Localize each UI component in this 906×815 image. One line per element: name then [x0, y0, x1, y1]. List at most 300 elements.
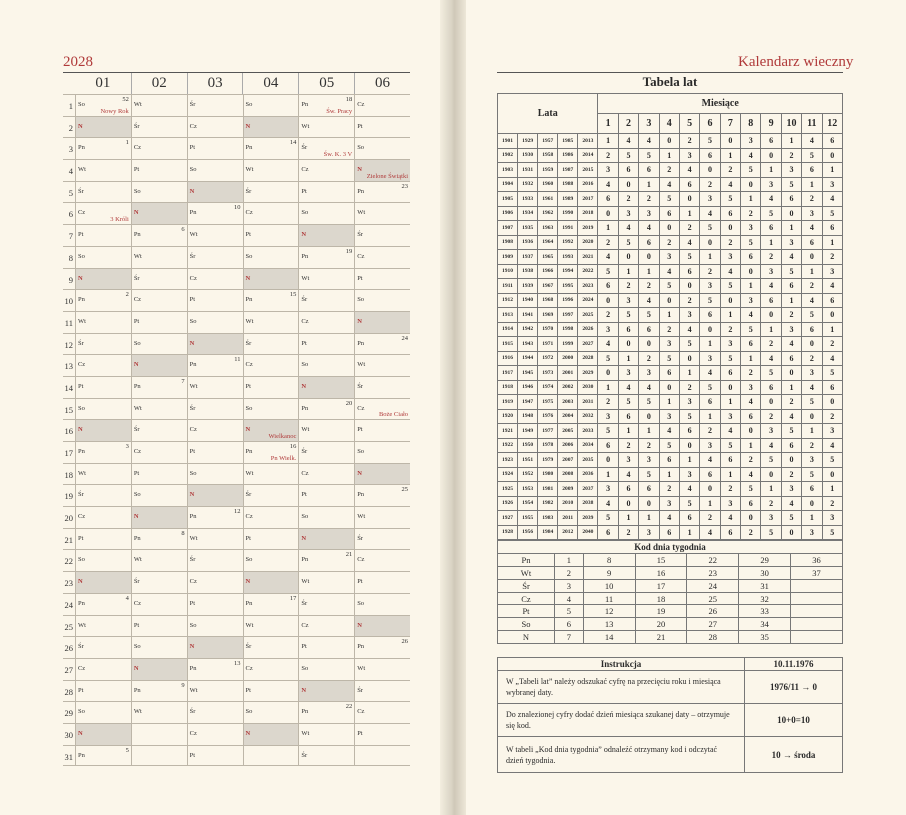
- code-cell: 0: [618, 250, 638, 265]
- calendar-cell: [354, 659, 410, 680]
- calendar-row: [63, 116, 410, 138]
- code-cell: 4: [618, 134, 638, 149]
- code-cell: 2: [639, 279, 659, 294]
- years-row: [498, 496, 843, 511]
- weekday: Wt: [77, 166, 86, 174]
- kod-value: 16: [635, 566, 687, 579]
- code-cell: 5: [822, 366, 842, 381]
- kod-value: 23: [687, 566, 739, 579]
- calendar-cell: [354, 399, 410, 420]
- weekday: Śr: [77, 643, 84, 651]
- calendar-cell: [243, 529, 299, 550]
- code-cell: 5: [822, 206, 842, 221]
- month-header: 03: [187, 73, 243, 95]
- year-cell: 2007: [558, 453, 578, 468]
- code-cell: 0: [679, 192, 699, 207]
- calendar-cell: [354, 290, 410, 311]
- code-cell: 1: [700, 337, 720, 352]
- code-cell: 6: [639, 482, 659, 497]
- year-cell: 1951: [518, 453, 538, 468]
- code-cell: 0: [659, 221, 679, 236]
- weekday: Wt: [133, 101, 142, 108]
- code-cell: 3: [598, 409, 618, 424]
- kod-value: 10: [583, 579, 635, 592]
- year-cell: 2028: [578, 351, 598, 366]
- calendar-cell: [243, 334, 299, 355]
- calendar-cell: [243, 702, 299, 723]
- kod-value: 8: [583, 553, 635, 566]
- code-cell: 0: [822, 395, 842, 410]
- calendar-cell-sunday: [187, 485, 243, 506]
- code-cell: 2: [781, 148, 801, 163]
- calendar-cell: [131, 550, 187, 571]
- code-cell: 5: [679, 250, 699, 265]
- weekday: So: [245, 101, 253, 108]
- month-header: 06: [354, 73, 410, 95]
- years-row: [498, 409, 843, 424]
- month-column-header: 10: [781, 114, 801, 134]
- calendar-cell: [298, 247, 354, 268]
- code-cell: 4: [741, 395, 761, 410]
- calendar-cell-sunday: [243, 572, 299, 593]
- weekday: N: [357, 317, 362, 325]
- code-cell: 5: [679, 496, 699, 511]
- code-cell: 5: [720, 279, 740, 294]
- code-cell: 3: [618, 453, 638, 468]
- calendar-cell: [131, 616, 187, 637]
- code-cell: 2: [618, 525, 638, 540]
- code-cell: 6: [822, 134, 842, 149]
- calendar-cell: [243, 616, 299, 637]
- calendar-cell-sunday: [131, 659, 187, 680]
- years-row: [498, 206, 843, 221]
- kod-row: [498, 592, 843, 605]
- calendar-cell: [75, 225, 131, 246]
- code-cell: 2: [761, 496, 781, 511]
- weekday: Śr: [77, 187, 84, 195]
- year-cell: 2000: [558, 351, 578, 366]
- calendar-cell: [354, 377, 410, 398]
- calendar-cell-sunday: [354, 464, 410, 485]
- code-cell: 6: [700, 148, 720, 163]
- year-cell: 1949: [518, 424, 538, 439]
- code-cell: 2: [761, 409, 781, 424]
- calendar-cell: [75, 442, 131, 463]
- years-table: [497, 93, 843, 540]
- years-row: [498, 424, 843, 439]
- kod-value: 26: [687, 605, 739, 618]
- day-number: 17: [64, 448, 73, 458]
- calendar-row: [63, 354, 410, 376]
- kod-day-name: N: [498, 631, 555, 644]
- calendar-cell: [298, 724, 354, 745]
- year-cell: 2040: [578, 525, 598, 540]
- calendar-cell: [75, 659, 131, 680]
- calendar-row: [63, 463, 410, 485]
- code-cell: 4: [822, 279, 842, 294]
- code-cell: 2: [741, 525, 761, 540]
- year-cell: 2023: [578, 279, 598, 294]
- weekday: Śr: [301, 599, 308, 607]
- month-column-header: 5: [679, 114, 699, 134]
- calendar-cell: [354, 724, 410, 745]
- calendar-cell: [298, 485, 354, 506]
- years-row: [498, 337, 843, 352]
- code-cell: 6: [802, 235, 822, 250]
- calendar-cell: [131, 225, 187, 246]
- weekday: Cz: [357, 101, 365, 108]
- calendar-cell: [75, 529, 131, 550]
- weekday: Pt: [357, 729, 363, 737]
- calendar-cell: [354, 681, 410, 702]
- code-cell: 1: [598, 380, 618, 395]
- calendar-row: [63, 268, 410, 290]
- code-cell: 1: [679, 453, 699, 468]
- kod-value: 24: [687, 579, 739, 592]
- weekday: So: [77, 404, 85, 412]
- code-cell: 6: [598, 279, 618, 294]
- code-cell: 6: [659, 366, 679, 381]
- day-number: 6: [68, 209, 73, 220]
- month-column-header: 1: [598, 114, 618, 134]
- calendar-cell: [354, 138, 410, 159]
- weekday: So: [133, 643, 141, 651]
- weekday: So: [189, 317, 197, 325]
- code-cell: 6: [700, 395, 720, 410]
- years-row: [498, 395, 843, 410]
- weekday: So: [301, 361, 309, 369]
- code-cell: 0: [639, 409, 659, 424]
- calendar-cell: [131, 529, 187, 550]
- year-cell: 2018: [578, 206, 598, 221]
- year-cell: 2033: [578, 424, 598, 439]
- weekday: N: [301, 534, 307, 542]
- year-cell: 1924: [498, 467, 518, 482]
- months-header: [75, 73, 410, 95]
- weekday: So: [77, 101, 85, 108]
- code-cell: 2: [802, 351, 822, 366]
- year-cell: 1943: [518, 337, 538, 352]
- years-row: [498, 366, 843, 381]
- calendar-cell: [243, 550, 299, 571]
- calendar-cell: [243, 399, 299, 420]
- week-number: 3: [125, 443, 129, 450]
- calendar-cell: [298, 355, 354, 376]
- code-cell: 1: [639, 424, 659, 439]
- code-cell: 4: [639, 293, 659, 308]
- holiday-label: 3 Króli: [110, 216, 129, 224]
- code-cell: 1: [802, 511, 822, 526]
- code-cell: 2: [679, 380, 699, 395]
- year-cell: 2030: [578, 380, 598, 395]
- code-cell: 0: [598, 206, 618, 221]
- code-cell: 2: [679, 221, 699, 236]
- day-number: 18: [64, 469, 73, 480]
- calendar-cell: [243, 464, 299, 485]
- code-cell: 0: [741, 511, 761, 526]
- code-cell: 2: [761, 337, 781, 352]
- calendar-cell: [243, 95, 299, 116]
- calendar-cell-sunday: [187, 182, 243, 203]
- week-number: 21: [345, 551, 353, 559]
- weekday: Pt: [133, 317, 140, 325]
- weekday: N: [301, 382, 307, 390]
- weekday: Śr: [189, 556, 196, 564]
- weekday: Pn: [133, 534, 141, 542]
- code-cell: 1: [720, 308, 740, 323]
- weekday: Cz: [189, 426, 197, 434]
- calendar-cell: [243, 247, 299, 268]
- calendar-cell-sunday: [187, 637, 243, 658]
- calendar-cell: [298, 399, 354, 420]
- weekday: So: [245, 556, 253, 564]
- month-column-header: 12: [822, 114, 842, 134]
- code-cell: 1: [679, 366, 699, 381]
- year-cell: 1995: [558, 279, 578, 294]
- kod-value: [791, 605, 843, 618]
- holiday-label: Zielone Świątki: [366, 172, 409, 180]
- weekday: Cz: [245, 664, 253, 672]
- code-cell: 6: [802, 322, 822, 337]
- year-cell: 1974: [538, 380, 558, 395]
- kod-day-name: Pn: [498, 553, 555, 566]
- calendar-cell: [187, 269, 243, 290]
- code-cell: 2: [700, 264, 720, 279]
- years-row: [498, 264, 843, 279]
- weekday: N: [77, 729, 83, 737]
- years-row: [498, 525, 843, 540]
- code-cell: 3: [639, 206, 659, 221]
- year-cell: 1966: [538, 264, 558, 279]
- calendar-cell: [243, 355, 299, 376]
- code-cell: 4: [761, 351, 781, 366]
- code-cell: 6: [781, 438, 801, 453]
- calendar-row: [63, 137, 410, 159]
- code-cell: 3: [618, 366, 638, 381]
- code-cell: 6: [618, 482, 638, 497]
- code-cell: 2: [700, 424, 720, 439]
- code-cell: 3: [741, 221, 761, 236]
- code-cell: 3: [598, 163, 618, 178]
- code-cell: 0: [700, 235, 720, 250]
- code-cell: 1: [761, 322, 781, 337]
- code-cell: 2: [781, 308, 801, 323]
- weekday: Pt: [357, 274, 363, 282]
- code-cell: 4: [720, 177, 740, 192]
- code-cell: 3: [618, 293, 638, 308]
- code-cell: 3: [659, 337, 679, 352]
- kod-day-name: Śr: [498, 579, 555, 592]
- weekday: Pn: [133, 231, 141, 239]
- weekday: Cz: [77, 361, 86, 369]
- years-row: [498, 148, 843, 163]
- weekday: Śr: [301, 296, 308, 304]
- calendar-cell: [131, 420, 187, 441]
- weekday: N: [245, 426, 251, 434]
- weekday: N: [133, 209, 139, 217]
- years-row: [498, 511, 843, 526]
- code-cell: 0: [639, 337, 659, 352]
- year-cell: 2026: [578, 322, 598, 337]
- year-cell: 1905: [498, 192, 518, 207]
- code-cell: 5: [741, 235, 761, 250]
- code-cell: 1: [679, 206, 699, 221]
- year-cell: 1944: [518, 351, 538, 366]
- calendar-cell-sunday: [298, 681, 354, 702]
- code-cell: 5: [598, 511, 618, 526]
- kod-row: [498, 553, 843, 566]
- weekday: Śr: [357, 231, 363, 239]
- calendar-cell: [131, 442, 187, 463]
- month-column-header: 11: [802, 114, 822, 134]
- year-cell: 1988: [558, 177, 578, 192]
- weekday: N: [245, 274, 251, 282]
- calendar-row: [63, 484, 410, 506]
- kod-day-name: Cz: [498, 592, 555, 605]
- code-cell: 6: [761, 134, 781, 149]
- code-cell: 1: [700, 409, 720, 424]
- day-number: 1: [68, 101, 73, 111]
- code-cell: 2: [720, 235, 740, 250]
- example-date: 10.11.1976: [745, 658, 843, 671]
- calendar-cell: [75, 334, 131, 355]
- code-cell: 0: [639, 250, 659, 265]
- code-cell: 1: [781, 221, 801, 236]
- instruction-row: [498, 704, 843, 737]
- calendar-cell: [354, 702, 410, 723]
- code-cell: 1: [802, 177, 822, 192]
- calendar-row: [63, 593, 410, 615]
- weekday: Pt: [189, 448, 196, 455]
- calendar-cell: [298, 160, 354, 181]
- code-cell: 3: [720, 337, 740, 352]
- calendar-cell: [75, 616, 131, 637]
- weekday: Śr: [189, 252, 196, 260]
- day-number: 12: [64, 339, 73, 350]
- code-cell: 1: [822, 322, 842, 337]
- calendar-row: [63, 419, 410, 441]
- code-cell: 2: [741, 453, 761, 468]
- calendar-cell-sunday: [298, 377, 354, 398]
- miesiace-header: Miesiące: [598, 94, 843, 114]
- calendar-cell: [187, 138, 243, 159]
- code-cell: 2: [659, 235, 679, 250]
- year-cell: 2003: [558, 395, 578, 410]
- year-cell: 1915: [498, 337, 518, 352]
- calendar-cell: [75, 702, 131, 723]
- calendar-cell: [131, 312, 187, 333]
- weekday: N: [357, 166, 362, 174]
- calendar-cell: [298, 659, 354, 680]
- holiday-label: Wielkanoc: [268, 433, 297, 440]
- kod-value: [791, 579, 843, 592]
- code-cell: 4: [720, 424, 740, 439]
- weekday: Cz: [301, 166, 309, 174]
- weekday: N: [245, 122, 251, 130]
- weekday: Cz: [77, 513, 86, 521]
- calendar-cell: [298, 95, 354, 116]
- calendar-cell: [187, 724, 243, 745]
- weekday: So: [77, 556, 85, 564]
- year-cell: 1957: [538, 134, 558, 149]
- year-cell: 1942: [518, 322, 538, 337]
- year-cell: 2027: [578, 337, 598, 352]
- weekday: So: [301, 664, 309, 672]
- code-cell: 0: [679, 351, 699, 366]
- weekday: Pn: [189, 664, 197, 672]
- code-cell: 6: [639, 163, 659, 178]
- year-cell: 2039: [578, 511, 598, 526]
- code-cell: 3: [659, 496, 679, 511]
- code-cell: 0: [802, 496, 822, 511]
- code-cell: 2: [598, 235, 618, 250]
- code-cell: 4: [781, 250, 801, 265]
- code-cell: 3: [802, 453, 822, 468]
- code-cell: 6: [781, 192, 801, 207]
- code-cell: 0: [720, 293, 740, 308]
- code-cell: 6: [741, 250, 761, 265]
- calendar-cell: [187, 659, 243, 680]
- code-cell: 0: [659, 293, 679, 308]
- calendar-row: [63, 441, 410, 463]
- weekday: Pn: [77, 599, 85, 607]
- calendar-cell: [75, 355, 131, 376]
- code-cell: 3: [598, 482, 618, 497]
- code-cell: 3: [679, 148, 699, 163]
- code-cell: 1: [802, 264, 822, 279]
- code-cell: 3: [822, 424, 842, 439]
- code-cell: 0: [659, 134, 679, 149]
- code-cell: 4: [720, 264, 740, 279]
- holiday-label: Św. K. 3 V: [323, 151, 353, 159]
- instruction-text: W „Tabeli lat” należy odszukać cyfrę na przecięciu roku i miesiąca wybranej daty.: [498, 671, 745, 704]
- kod-row: [498, 566, 843, 579]
- year-cell: 2020: [578, 235, 598, 250]
- year-cell: 2004: [558, 409, 578, 424]
- year-cell: 1965: [538, 250, 558, 265]
- calendar-cell: [354, 225, 410, 246]
- year-cell: 1970: [538, 322, 558, 337]
- weekday: Cz: [133, 296, 142, 304]
- year-cell: 1937: [518, 250, 538, 265]
- code-cell: 0: [618, 496, 638, 511]
- calendar-cell: [298, 117, 354, 138]
- weekday: Pt: [189, 599, 196, 607]
- code-cell: 2: [618, 438, 638, 453]
- weekday: Pt: [77, 534, 84, 542]
- calendar-cell: [131, 247, 187, 268]
- code-cell: 5: [741, 322, 761, 337]
- year-cell: 1997: [558, 308, 578, 323]
- weekday: Wt: [245, 317, 254, 325]
- week-number: 52: [122, 96, 129, 103]
- calendar-row: [63, 549, 410, 571]
- weekday: So: [133, 339, 141, 347]
- year-cell: 1906: [498, 206, 518, 221]
- year-cell: 1975: [538, 395, 558, 410]
- code-cell: 3: [700, 192, 720, 207]
- code-cell: 3: [761, 264, 781, 279]
- year-cell: 2001: [558, 366, 578, 381]
- weekday: Wt: [133, 708, 142, 716]
- year-cell: 1994: [558, 264, 578, 279]
- code-cell: 4: [761, 192, 781, 207]
- weekday: Wt: [301, 426, 310, 434]
- weekday: Pt: [301, 187, 307, 195]
- year-cell: 1913: [498, 308, 518, 323]
- code-cell: 4: [639, 134, 659, 149]
- code-cell: 0: [761, 148, 781, 163]
